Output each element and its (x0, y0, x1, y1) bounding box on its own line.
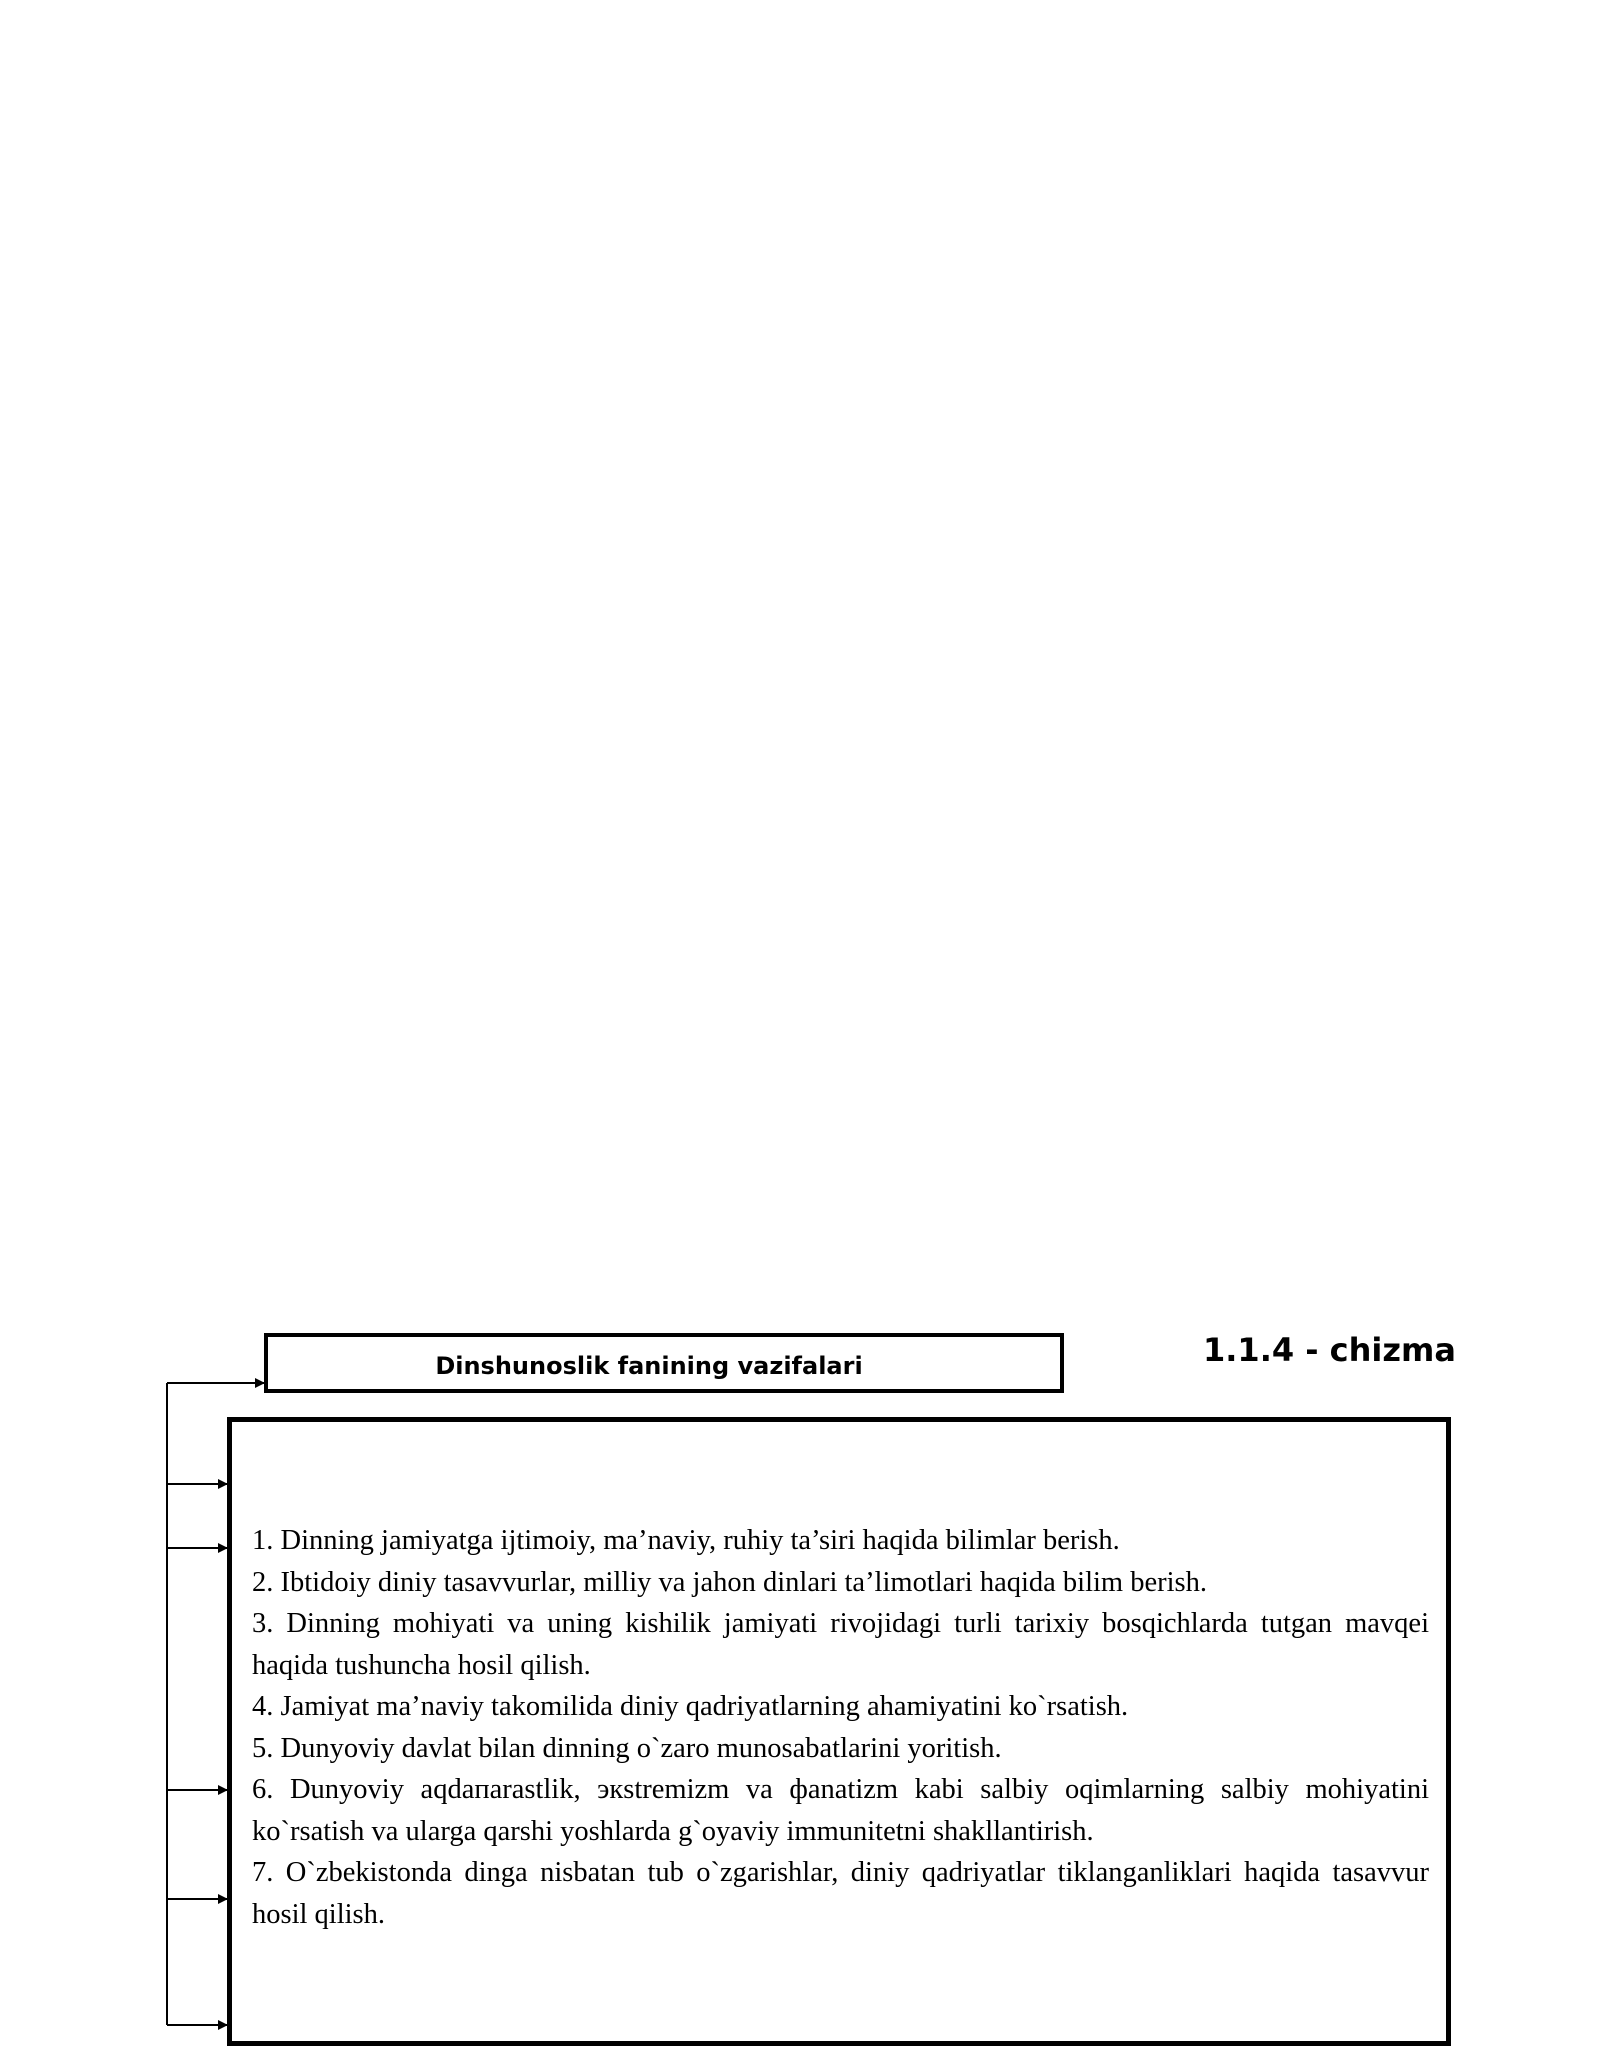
tasks-box (227, 1417, 1451, 2046)
task-item-7: 7. O`zbekistonda dinga nisbatan tub o`zgarishlar, diniy qadriyatlar tiklanganliklari haqida tasavvur hosil qilish. (252, 1857, 1429, 1930)
diagram-title-box (264, 1333, 1064, 1393)
task-item-4: 4. Jamiyat ma’naviy takomilida diniy qadriyatlarning ahamiyatini ko`rsatish. (252, 1691, 1129, 1722)
task-item-3: 3. Dinning mohiyati va uning kishilik jamiyati rivojidagi turli tarixiy bosqichlarda tutgan mavqei haqida tushuncha hosil qilish. (252, 1608, 1429, 1681)
task-item-2: 2. Ibtidoiy diniy tasavvurlar, milliy va jahon dinlari ta’limotlari haqida bilim berish. (252, 1566, 1208, 1598)
task-item-5: 5. Dunyoviy davlat bilan dinning o`zaro munosabatlarini yoritish. (252, 1732, 1002, 1764)
figure-label: 1.1.4 - chizma (1203, 1331, 1456, 1369)
tasks-list (252, 1520, 1429, 1935)
task-item-6: 6. Dunyoviy aqdaпarastlik, экstremizm va фanatizm kabi salbiy oqimlarning salbiy mohiyatini ko`rsatish va ularga qarshi yoshlarda g`oyaviy immunitetni shakllantirish. (252, 1774, 1429, 1847)
task-item-1: 1. Dinning jamiyatga ijtimoiy, ma’naviy, ruhiy ta’siri haqida bilimlar berish. (252, 1525, 1120, 1556)
diagram-title: Dinshunoslik fanining vazifalari (435, 1352, 863, 1380)
